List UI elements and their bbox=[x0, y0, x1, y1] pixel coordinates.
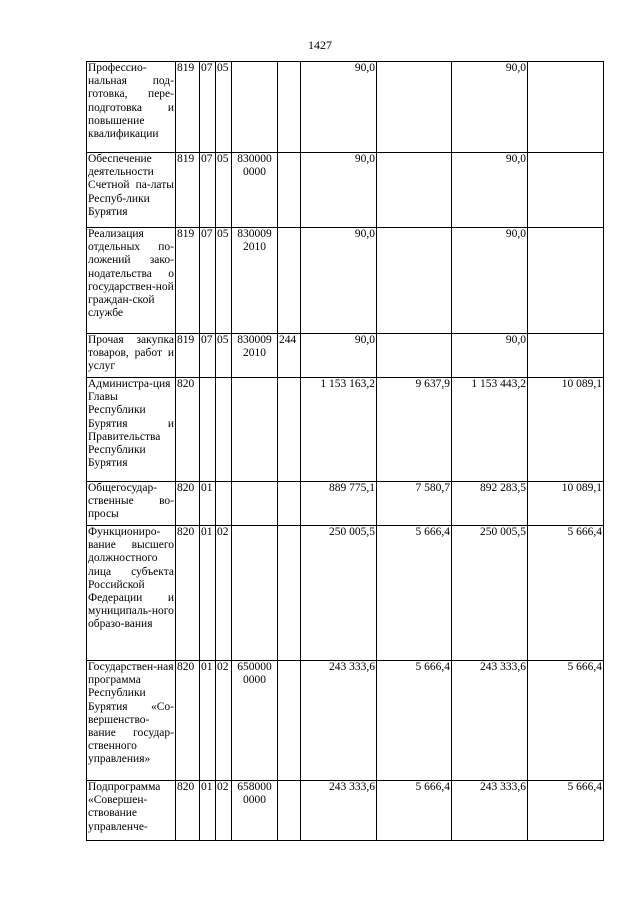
subvention-first-year-cell bbox=[377, 153, 452, 228]
subsection-code-cell bbox=[216, 378, 232, 482]
table-row bbox=[87, 482, 604, 526]
table-row bbox=[87, 661, 604, 781]
amount-second-year-cell: 90,0 bbox=[452, 334, 528, 378]
amount-second-year-cell: 1 153 443,2 bbox=[452, 378, 528, 482]
subvention-second-year-cell: 10 089,1 bbox=[528, 482, 604, 526]
row-name-cell: Подпрограмма «Совершен-ствование управленче- bbox=[87, 781, 176, 841]
subvention-first-year-cell bbox=[377, 228, 452, 334]
subsection-code-cell: 02 bbox=[216, 781, 232, 841]
expense-type-cell bbox=[278, 482, 301, 526]
subvention-second-year-cell: 10 089,1 bbox=[528, 378, 604, 482]
table-row bbox=[87, 62, 604, 153]
expense-type-cell bbox=[278, 228, 301, 334]
subvention-first-year-cell bbox=[377, 62, 452, 153]
amount-second-year-cell: 892 283,5 bbox=[452, 482, 528, 526]
subvention-first-year-cell: 9 637,9 bbox=[377, 378, 452, 482]
target-article-cell: 830000 0000 bbox=[232, 153, 278, 228]
budget-table bbox=[86, 61, 604, 841]
section-code-cell bbox=[200, 378, 216, 482]
amount-second-year-cell: 243 333,6 bbox=[452, 781, 528, 841]
amount-first-year-cell: 243 333,6 bbox=[301, 781, 377, 841]
amount-first-year-cell: 90,0 bbox=[301, 334, 377, 378]
subvention-first-year-cell bbox=[377, 334, 452, 378]
table-row bbox=[87, 334, 604, 378]
subvention-second-year-cell bbox=[528, 228, 604, 334]
table-body bbox=[87, 62, 604, 841]
table-row bbox=[87, 153, 604, 228]
subsection-code-cell: 02 bbox=[216, 661, 232, 781]
subvention-second-year-cell: 5 666,4 bbox=[528, 661, 604, 781]
ministry-code-cell: 819 bbox=[176, 228, 200, 334]
subvention-second-year-cell bbox=[528, 334, 604, 378]
row-name-cell: Государствен-ная программа Республики Бурятия «Со-вершенство-вание государ-ственного управления» bbox=[87, 661, 176, 781]
expense-type-cell bbox=[278, 661, 301, 781]
amount-second-year-cell: 90,0 bbox=[452, 153, 528, 228]
row-name-cell: Администра-ция Главы Республики Бурятия и Правительства Республики Бурятия bbox=[87, 378, 176, 482]
amount-first-year-cell: 250 005,5 bbox=[301, 526, 377, 661]
target-article-cell bbox=[232, 482, 278, 526]
subsection-code-cell: 02 bbox=[216, 526, 232, 661]
target-article-cell: 658000 0000 bbox=[232, 781, 278, 841]
section-code-cell: 07 bbox=[200, 228, 216, 334]
section-code-cell: 07 bbox=[200, 334, 216, 378]
row-name-cell: Профессио-нальная под-готовка, пере-подготовка и повышение квалификации bbox=[87, 62, 176, 153]
target-article-cell bbox=[232, 62, 278, 153]
ministry-code-cell: 820 bbox=[176, 482, 200, 526]
subvention-second-year-cell: 5 666,4 bbox=[528, 781, 604, 841]
ministry-code-cell: 820 bbox=[176, 378, 200, 482]
subvention-second-year-cell bbox=[528, 153, 604, 228]
expense-type-cell bbox=[278, 526, 301, 661]
row-name-cell: Реализация отдельных по-ложений зако-нодательства о государствен-ной граждан-ской службе bbox=[87, 228, 176, 334]
amount-first-year-cell: 889 775,1 bbox=[301, 482, 377, 526]
target-article-cell bbox=[232, 378, 278, 482]
subsection-code-cell: 05 bbox=[216, 62, 232, 153]
row-name-cell: Обеспечение деятельности Счетной па-латы Респуб-лики Бурятия bbox=[87, 153, 176, 228]
section-code-cell: 01 bbox=[200, 482, 216, 526]
target-article-cell: 830009 2010 bbox=[232, 228, 278, 334]
section-code-cell: 01 bbox=[200, 526, 216, 661]
amount-second-year-cell: 250 005,5 bbox=[452, 526, 528, 661]
ministry-code-cell: 820 bbox=[176, 526, 200, 661]
expense-type-cell bbox=[278, 153, 301, 228]
expense-type-cell: 244 bbox=[278, 334, 301, 378]
section-code-cell: 01 bbox=[200, 781, 216, 841]
subvention-first-year-cell: 5 666,4 bbox=[377, 781, 452, 841]
subsection-code-cell bbox=[216, 482, 232, 526]
table-row bbox=[87, 781, 604, 841]
subsection-code-cell: 05 bbox=[216, 153, 232, 228]
expense-type-cell bbox=[278, 781, 301, 841]
amount-first-year-cell: 1 153 163,2 bbox=[301, 378, 377, 482]
section-code-cell: 01 bbox=[200, 661, 216, 781]
ministry-code-cell: 820 bbox=[176, 781, 200, 841]
subvention-second-year-cell bbox=[528, 62, 604, 153]
amount-second-year-cell: 90,0 bbox=[452, 62, 528, 153]
ministry-code-cell: 819 bbox=[176, 153, 200, 228]
table-row bbox=[87, 228, 604, 334]
row-name-cell: Прочая закупка товаров, работ и услуг bbox=[87, 334, 176, 378]
subsection-code-cell: 05 bbox=[216, 228, 232, 334]
target-article-cell: 650000 0000 bbox=[232, 661, 278, 781]
section-code-cell: 07 bbox=[200, 153, 216, 228]
target-article-cell bbox=[232, 526, 278, 661]
amount-first-year-cell: 90,0 bbox=[301, 62, 377, 153]
expense-type-cell bbox=[278, 62, 301, 153]
expense-type-cell bbox=[278, 378, 301, 482]
amount-second-year-cell: 90,0 bbox=[452, 228, 528, 334]
subvention-first-year-cell: 5 666,4 bbox=[377, 526, 452, 661]
amount-second-year-cell: 243 333,6 bbox=[452, 661, 528, 781]
ministry-code-cell: 819 bbox=[176, 62, 200, 153]
table-row bbox=[87, 378, 604, 482]
section-code-cell: 07 bbox=[200, 62, 216, 153]
page-number: 1427 bbox=[308, 38, 332, 52]
amount-first-year-cell: 90,0 bbox=[301, 153, 377, 228]
table-row bbox=[87, 526, 604, 661]
subvention-first-year-cell: 5 666,4 bbox=[377, 661, 452, 781]
subvention-first-year-cell: 7 580,7 bbox=[377, 482, 452, 526]
row-name-cell: Функциониро-вание высшего должностного лица субъекта Российской Федерации и муниципаль-ного образо-вания bbox=[87, 526, 176, 661]
subvention-second-year-cell: 5 666,4 bbox=[528, 526, 604, 661]
target-article-cell: 830009 2010 bbox=[232, 334, 278, 378]
ministry-code-cell: 819 bbox=[176, 334, 200, 378]
amount-first-year-cell: 90,0 bbox=[301, 228, 377, 334]
row-name-cell: Общегосудар-ственные во-просы bbox=[87, 482, 176, 526]
ministry-code-cell: 820 bbox=[176, 661, 200, 781]
amount-first-year-cell: 243 333,6 bbox=[301, 661, 377, 781]
subsection-code-cell: 05 bbox=[216, 334, 232, 378]
